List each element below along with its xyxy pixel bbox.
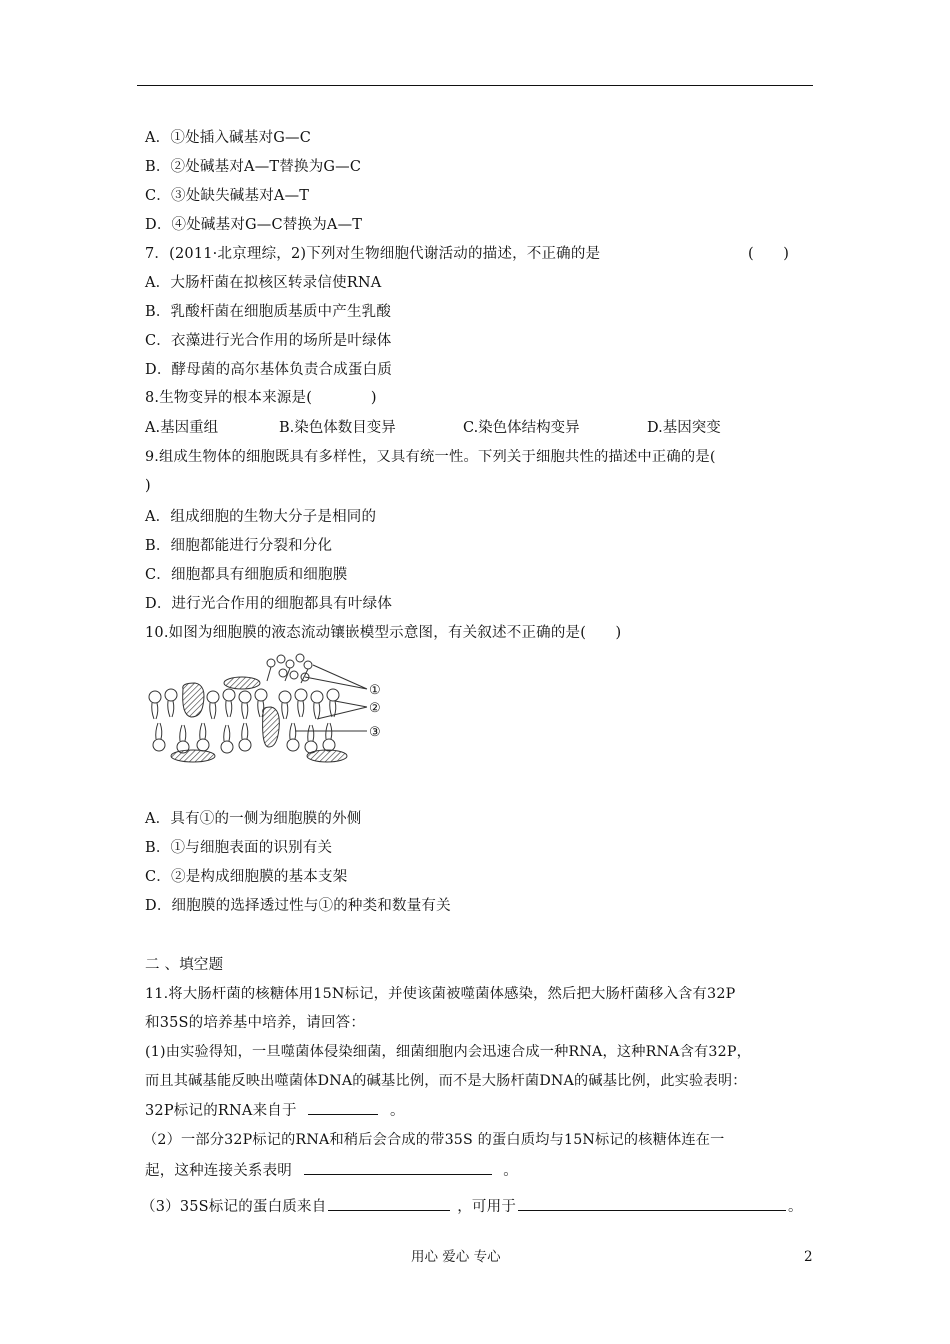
q11-part2-line2 — [145, 1160, 518, 1181]
cell-membrane-figure — [145, 653, 395, 768]
glycoprotein-chain — [267, 654, 312, 683]
q7-option-a: A．大肠杆菌在拟核区转录信使RNA — [145, 275, 382, 291]
q11-part2-text: 起，这种连接关系表明 — [145, 1163, 292, 1179]
q11-part1-line1: (1)由实验得知，一旦噬菌体侵染细菌，细菌细胞内会迅速合成一种RNA，这种RNA含有32P， — [145, 1044, 751, 1060]
q9-option-a: A．组成细胞的生物大分子是相同的 — [145, 509, 377, 525]
q11-part3-mid: ，可用于 — [457, 1199, 517, 1215]
q11-part3-line — [141, 1196, 803, 1217]
q9-option-d: D．进行光合作用的细胞都具有叶绿体 — [145, 596, 393, 612]
q10-option-c: C．②是构成细胞膜的基本支架 — [145, 869, 348, 885]
q6-option-a: A．①处插入碱基对G—C — [145, 130, 312, 146]
q9-option-c: C．细胞都具有细胞质和细胞膜 — [145, 567, 348, 583]
phospholipid-bottom-layer — [153, 723, 335, 753]
q10-option-b: B．①与细胞表面的识别有关 — [145, 840, 333, 856]
q10-stem: 10.如图为细胞膜的液态流动镶嵌模型示意图，有关叙述不正确的是( ) — [145, 625, 622, 641]
q9-stem-line2: ) — [145, 478, 151, 494]
q8-option-a: A.基因重组 — [145, 420, 219, 436]
q11-part2-line1: （2）一部分32P标记的RNA和稍后会合成的带35S 的蛋白质均与15N标记的核糖体连在一 — [143, 1132, 725, 1148]
q8-option-d: D.基因突变 — [647, 420, 721, 436]
q11-stem-line1: 11.将大肠杆菌的核糖体用15N标记，并使该菌被噬菌体感染，然后把大肠杆菌移入含有32P — [145, 986, 736, 1002]
q7-option-d: D．酵母菌的高尔基体负责合成蛋白质 — [145, 362, 393, 378]
section-heading-fill-blank: 二 、填空题 — [145, 957, 224, 973]
peripheral-protein-bottom-2 — [307, 750, 347, 762]
surface-protein-top — [224, 677, 260, 689]
q11-part3-end: 。 — [788, 1199, 803, 1215]
q9-option-b: B．细胞都能进行分裂和分化 — [145, 538, 333, 554]
figure-label-3: ③ — [369, 725, 381, 740]
q8-option-b: B.染色体数目变异 — [279, 420, 396, 436]
answer-blank-3[interactable] — [328, 1196, 450, 1211]
q7-stem: 7．(2011·北京理综，2)下列对生物细胞代谢活动的描述，不正确的是 — [145, 246, 601, 262]
q9-stem-line1: 9.组成生物体的细胞既具有多样性，又具有统一性。下列关于细胞共性的描述中正确的是( — [145, 449, 716, 465]
q11-part1-line2: 而且其碱基能反映出噬菌体DNA的碱基比例，而不是大肠杆菌DNA的碱基比例，此实验表明： — [145, 1073, 747, 1089]
q7-option-c: C．衣藻进行光合作用的场所是叶绿体 — [145, 333, 392, 349]
transmembrane-protein-2 — [263, 707, 280, 747]
answer-blank-2[interactable] — [304, 1160, 492, 1175]
answer-blank-4[interactable] — [518, 1196, 786, 1211]
q11-part3-text: （3）35S标记的蛋白质来自 — [141, 1199, 327, 1215]
q6-option-b: B．②处碱基对A—T替换为G—C — [145, 159, 362, 175]
q11-part1-text: 32P标记的RNA来自于 — [145, 1103, 297, 1119]
q8-stem: 8.生物变异的根本来源是( ) — [145, 390, 377, 406]
peripheral-protein-bottom-1 — [171, 750, 215, 762]
leader-line-1 — [305, 665, 367, 689]
phospholipid-top-layer — [149, 689, 339, 719]
leader-line-2 — [317, 701, 367, 719]
q7-answer-paren: ( ) — [748, 246, 790, 262]
footer-motto: 用心 爱心 专心 — [411, 1249, 501, 1265]
page-number: 2 — [804, 1249, 813, 1265]
q7-option-b: B．乳酸杆菌在细胞质基质中产生乳酸 — [145, 304, 392, 320]
header-rule — [137, 85, 813, 86]
answer-blank-1[interactable] — [308, 1100, 378, 1115]
transmembrane-protein-1 — [183, 683, 204, 717]
q11-part1-end: 。 — [389, 1103, 405, 1119]
q11-stem-line2: 和35S的培养基中培养，请回答： — [145, 1015, 366, 1031]
figure-label-2: ② — [369, 701, 381, 716]
q10-option-a: A．具有①的一侧为细胞膜的外侧 — [145, 811, 362, 827]
q6-option-c: C．③处缺失碱基对A—T — [145, 188, 310, 204]
q11-part1-line3 — [145, 1100, 405, 1121]
q10-option-d: D．细胞膜的选择透过性与①的种类和数量有关 — [145, 898, 451, 914]
q11-part2-end: 。 — [503, 1163, 518, 1179]
figure-label-1: ① — [369, 683, 381, 698]
q8-option-c: C.染色体结构变异 — [463, 420, 580, 436]
q6-option-d: D．④处碱基对G—C替换为A—T — [145, 217, 363, 233]
